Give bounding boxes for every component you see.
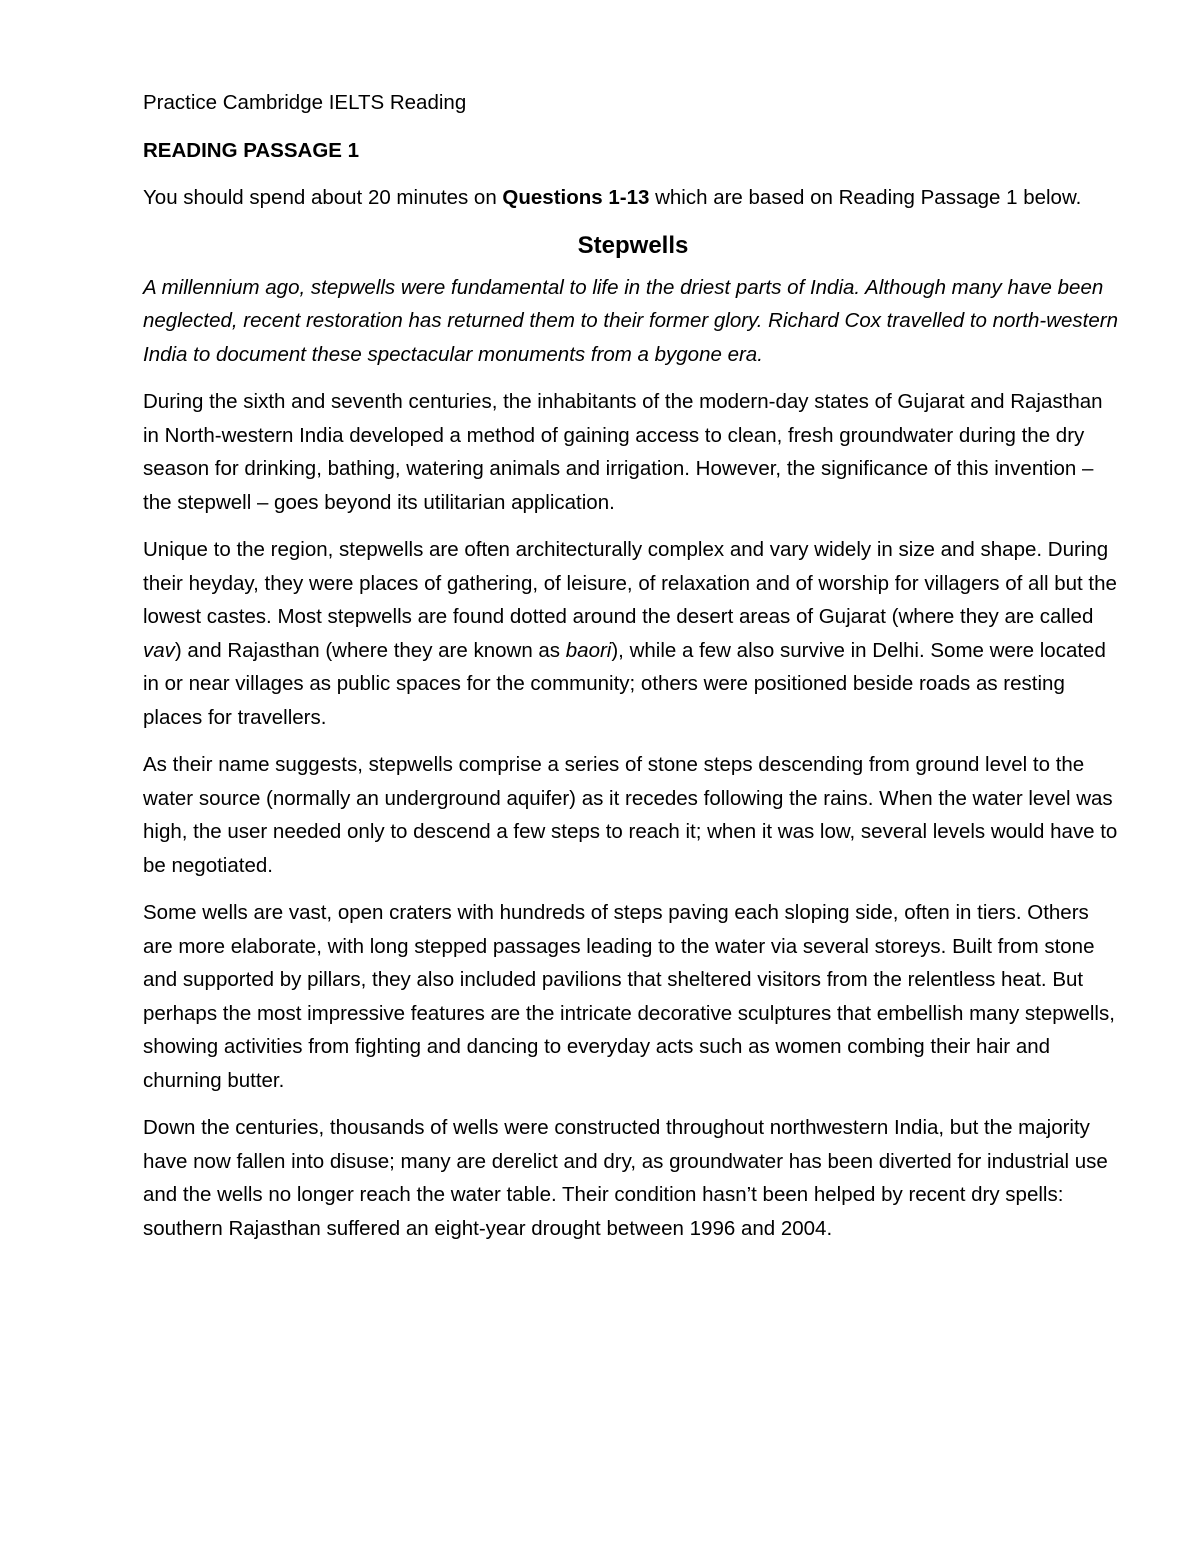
term-vav: vav bbox=[143, 638, 175, 662]
paragraph-4: Some wells are vast, open craters with hundreds of steps paving each sloping side, often in tiers. Others are more elaborate, with long stepped passages leading to the water via several storeys. Built from stone and supported by pillars, they also included pavilions that sheltered visitors from the relentless heat. But perhaps the most impressive features are the intricate decorative sculptures that embellish many stepwells, showing activities from fighting and dancing to everyday acts such as women combing their hair and churning butter. bbox=[143, 901, 1115, 1092]
paragraph-2-part-1: Unique to the region, stepwells are often architecturally complex and vary widely in size and shape. During their heyday, they were places of gathering, of leisure, of relaxation and of worship for villagers of all but the lowest castes. Most stepwells are found dotted around the desert areas of Gujarat (where they are called bbox=[143, 538, 1117, 628]
term-baori: baori bbox=[565, 638, 612, 662]
paragraph-2 bbox=[143, 533, 1123, 734]
instructions bbox=[143, 181, 1123, 215]
passage-intro: A millennium ago, stepwells were fundamental to life in the driest parts of India. Although many have been neglected, recent restoration has returned them to their former glory. Richard Cox travelled to north-western India to document these spectacular monuments from a bygone era. bbox=[143, 275, 1118, 366]
paragraph-3: As their name suggests, stepwells comprise a series of stone steps descending from ground level to the water source (normally an underground aquifer) as it recedes following the rains. When the water level was high, the user needed only to descend a few steps to reach it; when it was low, several levels would have to be negotiated. bbox=[143, 753, 1118, 877]
paragraph-2-part-3: ), while a few also survive in Delhi. Some were located in or near villages as public spaces for the community; others were positioned beside roads as resting places for travellers. bbox=[143, 638, 1106, 729]
document-header: Practice Cambridge IELTS Reading bbox=[143, 91, 467, 114]
instructions-questions: Questions 1-13 bbox=[502, 186, 650, 209]
paragraph-5: Down the centuries, thousands of wells were constructed throughout northwestern India, but the majority have now fallen into disuse; many are derelict and dry, as groundwater has been diverted for industrial use and the wells no longer reach the water table. Their condition hasn’t been helped by recent dry spells: southern Rajasthan suffered an eight-year drought between 1996 and 2004. bbox=[143, 1116, 1108, 1240]
instructions-text-after: which are based on Reading Passage 1 below. bbox=[649, 186, 1082, 209]
paragraph-2-part-2: ) and Rajasthan (where they are known as bbox=[174, 638, 566, 662]
instructions-text-before: You should spend about 20 minutes on bbox=[143, 186, 503, 209]
paragraph-1: During the sixth and seventh centuries, the inhabitants of the modern-day states of Gujarat and Rajasthan in North-western India developed a method of gaining access to clean, fresh groundwater during the dry season for drinking, bathing, watering animals and irrigation. However, the significance of this invention – the stepwell – goes beyond its utilitarian application. bbox=[143, 390, 1103, 514]
passage-label: READING PASSAGE 1 bbox=[143, 138, 360, 162]
passage-title: Stepwells bbox=[577, 231, 689, 259]
document-page bbox=[143, 86, 1123, 1259]
